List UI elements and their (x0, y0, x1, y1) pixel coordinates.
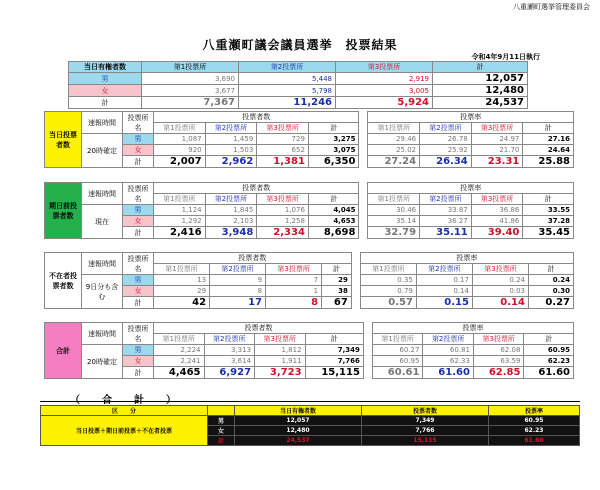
voters-cell: 3,275 (308, 134, 359, 145)
station-name-header: 投票所名 (123, 112, 154, 134)
voters-col-header: 第2投票所 (204, 334, 255, 345)
voters-col-header: 第3投票所 (257, 194, 309, 205)
voters-cell: 7,349 (305, 345, 363, 356)
col-station3: 第3投票所 (336, 62, 433, 73)
rate-header: 投票率 (368, 112, 574, 123)
voters-col-header: 第1投票所 (154, 264, 210, 275)
rate-cell: 60.27 (372, 345, 423, 356)
voters-col-header: 計 (322, 264, 352, 275)
rate-col-header: 第2投票所 (420, 123, 472, 134)
table-row: 計 7,367 11,246 5,924 24,537 (69, 97, 528, 109)
voters-header: 投票者数 (154, 323, 364, 334)
rate-col-header: 第1投票所 (360, 264, 416, 275)
section-side-label: 合計 (45, 323, 82, 379)
voters-cell: 1,381 (257, 156, 309, 168)
voters-cell: 38 (322, 286, 352, 297)
summary-h-rate: 投票率 (489, 406, 580, 416)
section-table (44, 111, 574, 168)
voters-cell: 13 (154, 275, 210, 286)
table-row (45, 297, 574, 309)
rate-cell: 29.46 (368, 134, 420, 145)
rate-col-header: 第3投票所 (471, 194, 523, 205)
report-time-header: 速報時間 (82, 323, 123, 345)
summary-table (40, 405, 580, 446)
voters-cell: 8 (210, 286, 266, 297)
report-time-header: 速報時間 (82, 183, 123, 205)
rate-cell: 35.14 (368, 216, 420, 227)
table-row (45, 286, 574, 297)
rate-col-header: 第2投票所 (420, 194, 472, 205)
summary-h-reg: 当日有権者数 (235, 406, 362, 416)
table-row (45, 134, 574, 145)
rate-col-header: 第2投票所 (423, 334, 474, 345)
rate-cell: 63.59 (473, 356, 524, 367)
voters-cell: 29 (322, 275, 352, 286)
table-row (45, 356, 574, 367)
section-table (44, 182, 574, 239)
rate-cell: 60.95 (524, 345, 574, 356)
voters-col-header: 計 (305, 334, 363, 345)
voters-cell: 3,948 (205, 227, 257, 239)
rate-cell: 0.57 (360, 297, 416, 309)
election-date: 令和4年9月11日執行 (471, 53, 540, 61)
voters-cell: 29 (154, 286, 210, 297)
voters-cell: 67 (322, 297, 352, 309)
section-table (44, 322, 574, 379)
table-row (45, 275, 574, 286)
voters-cell: 1,087 (154, 134, 206, 145)
gender-label: 計 (123, 367, 154, 379)
rate-cell: 37.28 (523, 216, 574, 227)
col-station1: 第1投票所 (142, 62, 239, 73)
voters-cell: 1,076 (257, 205, 309, 216)
rate-cell: 0.14 (472, 297, 528, 309)
rate-col-header: 計 (523, 194, 574, 205)
report-time: 20時確定 (82, 345, 123, 379)
voters-col-header: 第2投票所 (205, 194, 257, 205)
rate-cell: 0.30 (528, 286, 573, 297)
gender-label: 男 (123, 345, 154, 356)
station-name-header: 投票所名 (123, 253, 154, 275)
voters-col-header: 第3投票所 (257, 123, 309, 134)
voters-cell: 2,962 (205, 156, 257, 168)
table-row: 女 3,677 5,798 3,005 12,480 (69, 85, 528, 97)
rate-col-header: 計 (528, 264, 573, 275)
report-time: 現在 (82, 205, 123, 239)
rate-cell: 36.27 (420, 216, 472, 227)
table-row: 計 24,537 15,115 61.60 (41, 436, 580, 446)
rate-cell: 62.85 (473, 367, 524, 379)
section-table (44, 252, 574, 309)
voters-cell: 4,465 (154, 367, 205, 379)
rate-header: 投票率 (368, 183, 574, 194)
rate-cell: 0.27 (528, 297, 573, 309)
rate-cell: 30.46 (368, 205, 420, 216)
rate-cell: 0.24 (472, 275, 528, 286)
page-title: 八重瀬町議会議員選挙 投票結果 (202, 38, 398, 52)
rate-cell: 36.86 (471, 205, 523, 216)
registered-header: 当日有権者数 (69, 62, 142, 73)
rate-col-header: 第1投票所 (368, 123, 420, 134)
rate-cell: 41.86 (471, 216, 523, 227)
summary-heading: （ 合 計 ） (70, 395, 182, 406)
voters-col-header: 第1投票所 (154, 123, 206, 134)
gender-label: 計 (123, 156, 154, 168)
rate-cell: 26.78 (420, 134, 472, 145)
gender-label: 計 (123, 297, 154, 309)
rate-cell: 39.40 (471, 227, 523, 239)
table-row: 女 12,480 7,766 62.23 (41, 426, 580, 436)
rate-cell: 62.23 (524, 356, 574, 367)
gender-label: 男 (123, 134, 154, 145)
voters-cell: 9 (210, 275, 266, 286)
voters-col-header: 第1投票所 (154, 334, 205, 345)
rate-cell: 21.70 (471, 145, 523, 156)
rate-col-header: 第3投票所 (472, 264, 528, 275)
voters-cell: 8,698 (308, 227, 359, 239)
voters-cell: 2,103 (205, 216, 257, 227)
voters-cell: 3,313 (204, 345, 255, 356)
voters-col-header: 第3投票所 (266, 264, 322, 275)
rate-col-header: 計 (523, 123, 574, 134)
voters-cell: 6,350 (308, 156, 359, 168)
voters-cell: 8 (266, 297, 322, 309)
voters-col-header: 第2投票所 (205, 123, 257, 134)
rate-cell: 32.79 (368, 227, 420, 239)
rate-cell: 0.14 (416, 286, 472, 297)
voters-cell: 1,845 (205, 205, 257, 216)
rate-cell: 0.15 (416, 297, 472, 309)
rate-cell: 0.79 (360, 286, 416, 297)
voters-cell: 6,927 (204, 367, 255, 379)
voters-cell: 2,241 (154, 356, 205, 367)
rate-cell: 27.24 (368, 156, 420, 168)
voters-cell: 1,503 (205, 145, 257, 156)
voters-cell: 15,115 (305, 367, 363, 379)
rate-col-header: 第2投票所 (416, 264, 472, 275)
table-row (45, 227, 574, 239)
voters-cell: 17 (210, 297, 266, 309)
voters-cell: 1,459 (205, 134, 257, 145)
rate-col-header: 第1投票所 (368, 194, 420, 205)
table-row (45, 345, 574, 356)
org-name: 八重瀬町選挙管理委員会 (513, 3, 590, 11)
rate-col-header: 第3投票所 (473, 334, 524, 345)
voters-cell: 3,614 (204, 356, 255, 367)
voters-cell: 4,653 (308, 216, 359, 227)
rate-cell: 25.92 (420, 145, 472, 156)
gender-label: 女 (123, 356, 154, 367)
rate-cell: 35.45 (523, 227, 574, 239)
voters-col-header: 第2投票所 (210, 264, 266, 275)
voters-cell: 920 (154, 145, 206, 156)
rate-cell: 25.02 (368, 145, 420, 156)
voters-cell: 7 (266, 275, 322, 286)
rate-cell: 33.87 (420, 205, 472, 216)
voters-cell: 2,007 (154, 156, 206, 168)
summary-h-class: 区 分 (41, 406, 208, 416)
gender-label: 女 (123, 145, 154, 156)
rate-cell: 26.34 (420, 156, 472, 168)
voters-cell: 7,766 (305, 356, 363, 367)
voters-header: 投票者数 (154, 183, 359, 194)
section-side-label: 不在者投票者数 (45, 253, 82, 309)
rate-cell: 23.31 (471, 156, 523, 168)
voters-cell: 1,258 (257, 216, 309, 227)
rate-col-header: 計 (524, 334, 574, 345)
voters-cell: 2,224 (154, 345, 205, 356)
rate-cell: 24.64 (523, 145, 574, 156)
gender-label: 男 (123, 205, 154, 216)
voters-col-header: 計 (308, 123, 359, 134)
col-total: 計 (433, 62, 528, 73)
table-row (45, 367, 574, 379)
rate-col-header: 第1投票所 (372, 334, 423, 345)
rate-header: 投票率 (360, 253, 573, 264)
voters-col-header: 第3投票所 (255, 334, 306, 345)
voters-cell: 652 (257, 145, 309, 156)
table-row (45, 156, 574, 168)
table-row (45, 216, 574, 227)
voters-cell: 3,723 (255, 367, 306, 379)
gender-label: 計 (123, 227, 154, 239)
rate-cell: 35.11 (420, 227, 472, 239)
voters-cell: 1,812 (255, 345, 306, 356)
summary-label: 当日投票＋期日前投票＋不在者投票 (41, 416, 208, 446)
voters-cell: 2,334 (257, 227, 309, 239)
voters-col-header: 第1投票所 (154, 194, 206, 205)
rate-header: 投票率 (372, 323, 573, 334)
rate-cell: 0.03 (472, 286, 528, 297)
station-name-header: 投票所名 (123, 183, 154, 205)
report-time: 20時確定 (82, 134, 123, 168)
table-row (45, 205, 574, 216)
voters-cell: 4,045 (308, 205, 359, 216)
report-time-header: 速報時間 (82, 253, 123, 275)
rate-cell: 0.24 (528, 275, 573, 286)
voters-cell: 42 (154, 297, 210, 309)
section-side-label: 当日投票者数 (45, 112, 82, 168)
rate-cell: 25.88 (523, 156, 574, 168)
summary-divider (40, 401, 580, 402)
rate-cell: 61.60 (423, 367, 474, 379)
col-station2: 第2投票所 (239, 62, 336, 73)
rate-cell: 60.61 (372, 367, 423, 379)
rate-cell: 0.17 (416, 275, 472, 286)
gender-label: 男 (123, 275, 154, 286)
rate-cell: 62.08 (473, 345, 524, 356)
voters-header: 投票者数 (154, 253, 352, 264)
registered-table (68, 61, 528, 109)
table-row: 男 3,690 5,448 2,919 12,057 (69, 73, 528, 85)
voters-cell: 1,124 (154, 205, 206, 216)
section-side-label: 期日前投票者数 (45, 183, 82, 239)
voters-header: 投票者数 (154, 112, 359, 123)
voters-col-header: 計 (308, 194, 359, 205)
table-row: 当日投票＋期日前投票＋不在者投票 男 12,057 7,349 60.95 (41, 416, 580, 426)
rate-cell: 0.35 (360, 275, 416, 286)
rate-cell: 60.81 (423, 345, 474, 356)
summary-h-voters: 投票者数 (362, 406, 489, 416)
rate-cell: 60.95 (372, 356, 423, 367)
rate-cell: 62.33 (423, 356, 474, 367)
rate-col-header: 第3投票所 (471, 123, 523, 134)
voters-cell: 1 (266, 286, 322, 297)
voters-cell: 1,292 (154, 216, 206, 227)
rate-cell: 33.55 (523, 205, 574, 216)
report-time: 9日分も含む (82, 275, 123, 309)
rate-cell: 61.60 (524, 367, 574, 379)
gender-label: 女 (123, 216, 154, 227)
rate-cell: 27.16 (523, 134, 574, 145)
report-time-header: 速報時間 (82, 112, 123, 134)
table-row (45, 145, 574, 156)
station-name-header: 投票所名 (123, 323, 154, 345)
gender-label: 女 (123, 286, 154, 297)
voters-cell: 2,416 (154, 227, 206, 239)
rate-cell: 24.97 (471, 134, 523, 145)
voters-cell: 729 (257, 134, 309, 145)
voters-cell: 3,075 (308, 145, 359, 156)
voters-cell: 1,911 (255, 356, 306, 367)
